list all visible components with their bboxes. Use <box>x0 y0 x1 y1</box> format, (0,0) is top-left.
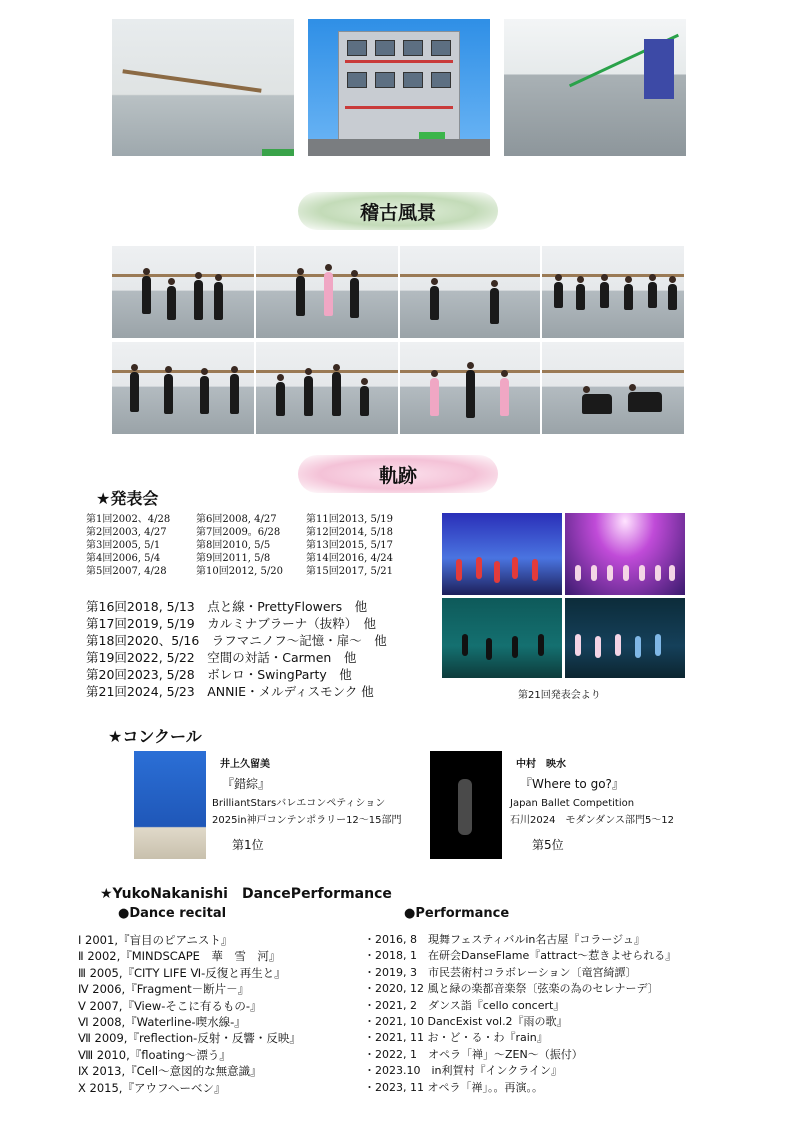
practice-photo <box>542 246 684 338</box>
recital-row: 第5回2007, 4/28 第10回2012, 5/20 第15回2017, 5/21 <box>86 566 393 577</box>
studio-interior-photo-1 <box>112 19 294 156</box>
competition-name: BrilliantStarsバレエコンペティション <box>212 798 386 809</box>
recital-program-row: 第21回2024, 5/23 ANNIE・メルディスモンク 他 <box>86 684 374 699</box>
dance-recital-item: Ⅷ 2010,『floating～漂う』 <box>78 1047 231 1062</box>
dance-recital-item: Ⅰ 2001,『盲目のピアニスト』 <box>78 933 233 947</box>
practice-photo <box>542 342 684 434</box>
practice-photo <box>112 342 254 434</box>
studio-building-photo <box>308 19 490 156</box>
concours-photo-1 <box>134 751 206 859</box>
performance-item: ・2018, 1 在研会DanseFlame『attract～惹きよせられる』 <box>364 949 677 963</box>
recital-stage-photo <box>565 513 685 595</box>
work-title: 『Where to go?』 <box>520 777 624 791</box>
concours-entry-2 <box>510 758 674 852</box>
studio-interior-photo-2 <box>504 19 686 156</box>
competition-rank: 第1位 <box>232 838 264 852</box>
concours-photo-2 <box>430 751 502 859</box>
competitor-name: 中村 映水 <box>516 759 566 770</box>
recital-short-list <box>86 513 393 578</box>
recital-heading: ★発表会 <box>96 489 159 508</box>
practice-photo <box>400 246 540 338</box>
performance-item: ・2019, 3 市民芸術村コラボレーション〔竜宮綺譚〕 <box>364 965 637 979</box>
performance-heading: ★YukoNakanishi DancePerformance <box>100 886 392 902</box>
practice-photo <box>112 246 254 338</box>
practice-photo <box>256 342 398 434</box>
recital-program-row: 第17回2019, 5/19 カルミナブラーナ（抜粋） 他 <box>86 616 376 631</box>
recital-program-row: 第19回2022, 5/22 空間の対話・Carmen 他 <box>86 650 357 665</box>
recital-stage-photo <box>442 598 562 678</box>
recital-program-row: 第18回2020、5/16 ラフマニノフ～記憶・扉～ 他 <box>86 633 387 648</box>
dance-recital-list <box>78 932 301 1096</box>
recital-row: 第3回2005, 5/1 第8回2010, 5/5 第13回2015, 5/17 <box>86 540 393 551</box>
dance-recital-item: Ⅱ 2002,『MINDSCAPE 華 雪 河』 <box>78 949 281 964</box>
dance-recital-item: Ⅶ 2009,『reflection-反射・反響・反映』 <box>78 1031 301 1046</box>
dance-recital-item: Ⅴ 2007,『View-そこに有るもの-』 <box>78 998 262 1013</box>
practice-section-title: 稽古風景 <box>298 192 498 230</box>
concours-heading: ★コンクール <box>108 727 202 746</box>
performance-subheading: ●Performance <box>404 906 510 921</box>
recital-row: 第2回2003, 4/27 第7回2009。6/28 第12回2014, 5/18 <box>86 527 393 538</box>
dance-recital-item: Ⅵ 2008,『Waterline-喫水線-』 <box>78 1015 246 1030</box>
competitor-name: 井上久留美 <box>220 759 270 770</box>
dance-recital-item: Ⅸ 2013,『Cell～意図的な無意識』 <box>78 1064 262 1079</box>
recital-row: 第1回2002、4/28 第6回2008, 4/27 第11回2013, 5/19 <box>86 514 393 525</box>
recital-row: 第4回2006, 5/4 第9回2011, 5/8 第14回2016, 4/24 <box>86 553 393 564</box>
recital-program-row: 第20回2023, 5/28 ボレロ・SwingParty 他 <box>86 667 352 682</box>
performance-item: ・2020, 12 風と緑の楽都音楽祭〔弦楽の為のセレナーデ〕 <box>364 982 659 996</box>
practice-photo <box>256 246 398 338</box>
recital-program-row: 第16回2018, 5/13 点と線・PrettyFlowers 他 <box>86 599 368 614</box>
dance-recital-heading: ●Dance recital <box>118 906 227 921</box>
recital-stage-photo <box>442 513 562 595</box>
competition-name: Japan Ballet Competition <box>510 798 635 809</box>
performance-item: ・2023, 11 オペラ「禅」。。再演。。 <box>364 1080 543 1094</box>
dance-recital-item: Ⅲ 2005,『CITY LIFE Ⅵ-反復と再生と』 <box>78 965 286 980</box>
performance-item: ・2021, 11 お・ど・る・わ『rain』 <box>364 1031 548 1045</box>
performance-list <box>364 932 676 1096</box>
history-section-title: 軌跡 <box>298 455 498 493</box>
recital-stage-photo <box>565 598 685 678</box>
recital-long-list <box>86 598 387 700</box>
performance-item: ・2016, 8 現舞フェスティバルin名古屋『コラージュ』 <box>364 933 645 946</box>
performance-item: ・2021, 10 DancExist vol.2『雨の歌』 <box>364 1015 568 1029</box>
dance-recital-item: Ⅳ 2006,『Fragment－断片－』 <box>78 982 250 997</box>
work-title: 『錯綜』 <box>222 777 271 791</box>
performance-item: ・2021, 2 ダンス詣『cello concert』 <box>364 998 565 1012</box>
competition-division: 石川2024 モダンダンス部門5～12 <box>510 815 675 826</box>
practice-photo <box>400 342 540 434</box>
performance-item: ・2023.10 in利賀村『インクライン』 <box>364 1064 562 1078</box>
recital-photo-caption: 第21回発表会より <box>518 690 601 701</box>
dance-recital-item: Ⅹ 2015,『アウフヘーベン』 <box>78 1080 226 1095</box>
concours-entry-1 <box>212 758 402 852</box>
performance-item: ・2022, 1 オペラ「禅」～ZEN～（振付） <box>364 1047 583 1061</box>
competition-rank: 第5位 <box>532 838 564 852</box>
competition-division: 2025in神戸コンテンポラリー12～15部門 <box>212 815 402 826</box>
